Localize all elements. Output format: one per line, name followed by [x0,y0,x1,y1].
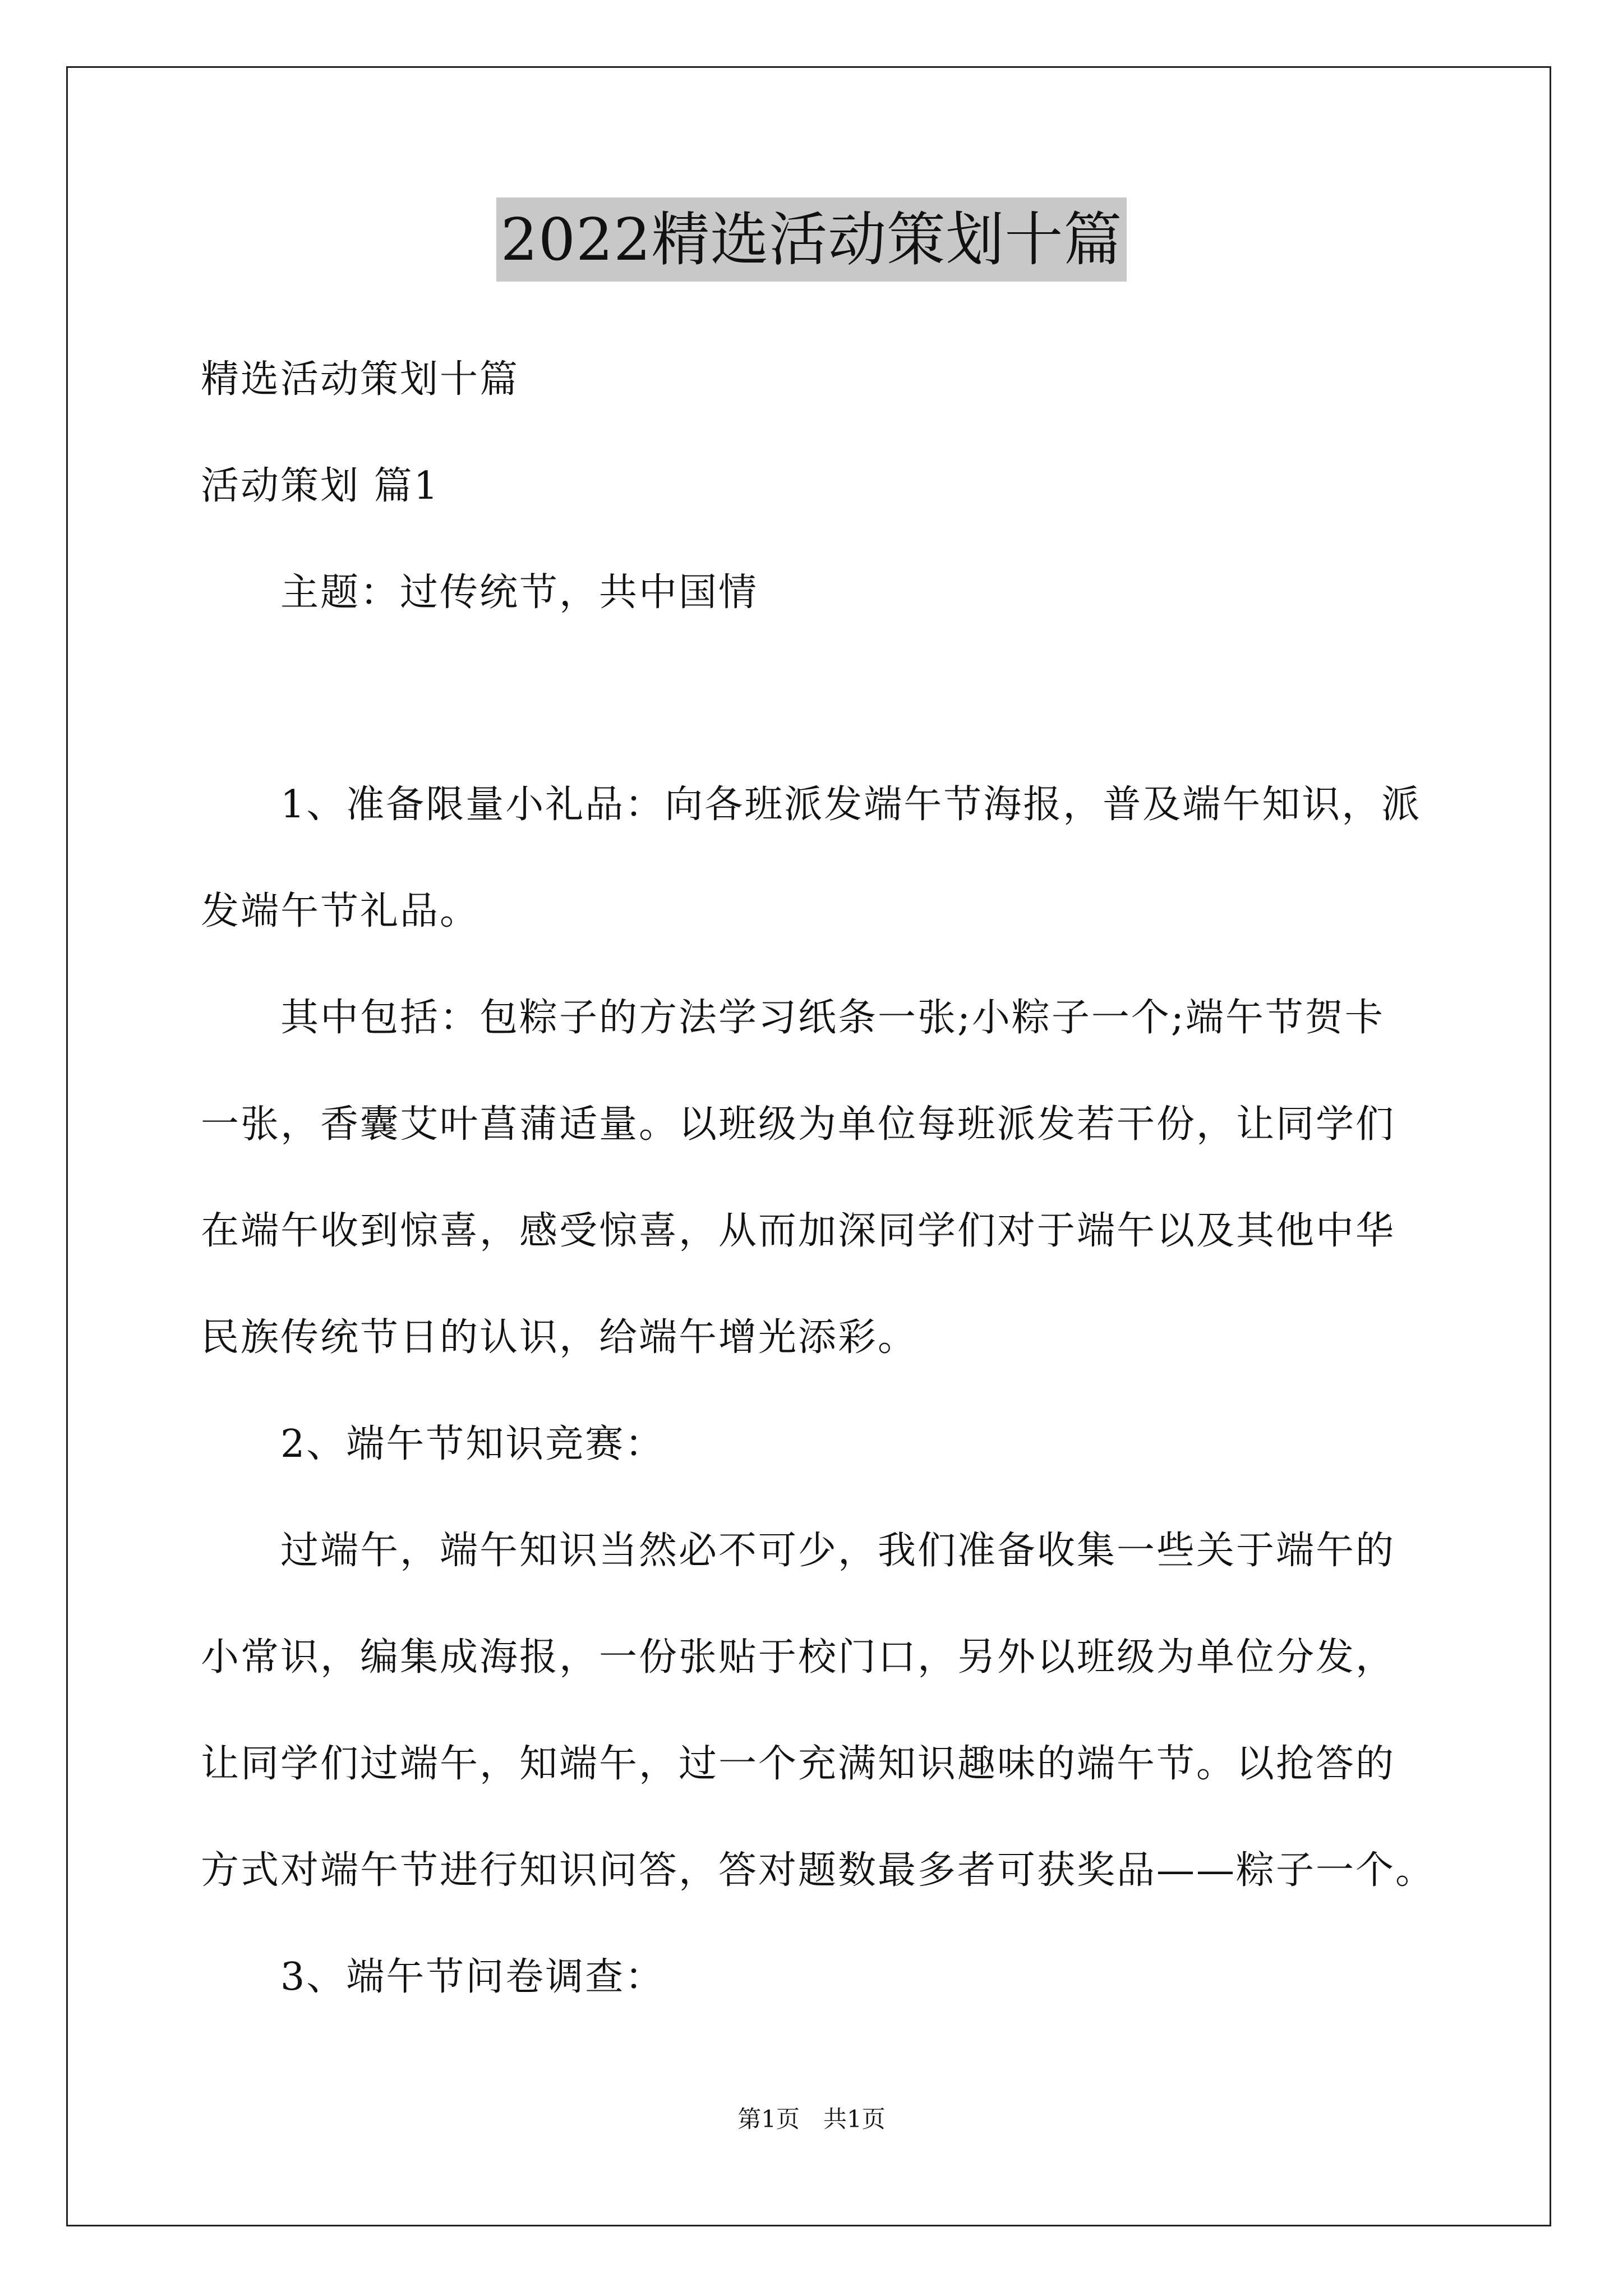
theme-line: 主题：过传统节，共中国情 [201,570,759,615]
paragraph-line: 在端午收到惊喜，感受惊喜，从而加深同学们对于端午以及其他中华 [201,1209,1396,1253]
page-footer: 第1页 共1页 [737,2105,886,2133]
subtitle-line: 精选活动策划十篇 [201,357,520,402]
paragraph-line: 民族传统节日的认识，给端午增光添彩。 [201,1315,918,1360]
document-title: 2022精选活动策划十篇 [496,197,1127,282]
paragraph-line: 小常识，编集成海报，一份张贴于校门口，另外以班级为单位分发， [201,1635,1396,1680]
paragraph-line: 一张，香囊艾叶菖蒲适量。以班级为单位每班派发若干份，让同学们 [201,1102,1396,1147]
paragraph-line: 方式对端午节进行知识问答，答对题数最多者可获奖品——粽子一个。 [201,1848,1436,1893]
item-heading: 3、端午节问卷调查： [201,1955,665,1999]
paragraph-line: 发端午节礼品。 [201,889,480,933]
paragraph-line: 其中包括：包粽子的方法学习纸条一张;小粽子一个;端午节贺卡 [201,996,1385,1040]
paragraph-line: 让同学们过端午，知端午，过一个充满知识趣味的端午节。以抢答的 [201,1742,1396,1786]
section-heading: 活动策划 篇1 [201,464,440,508]
paragraph-line: 过端午，端午知识当然必不可少，我们准备收集一些关于端午的 [201,1529,1396,1573]
paragraph-line: 1、准备限量小礼品：向各班派发端午节海报，普及端午知识，派 [201,783,1422,827]
item-heading: 2、端午节知识竞赛： [201,1422,665,1466]
title-container [0,197,1623,282]
